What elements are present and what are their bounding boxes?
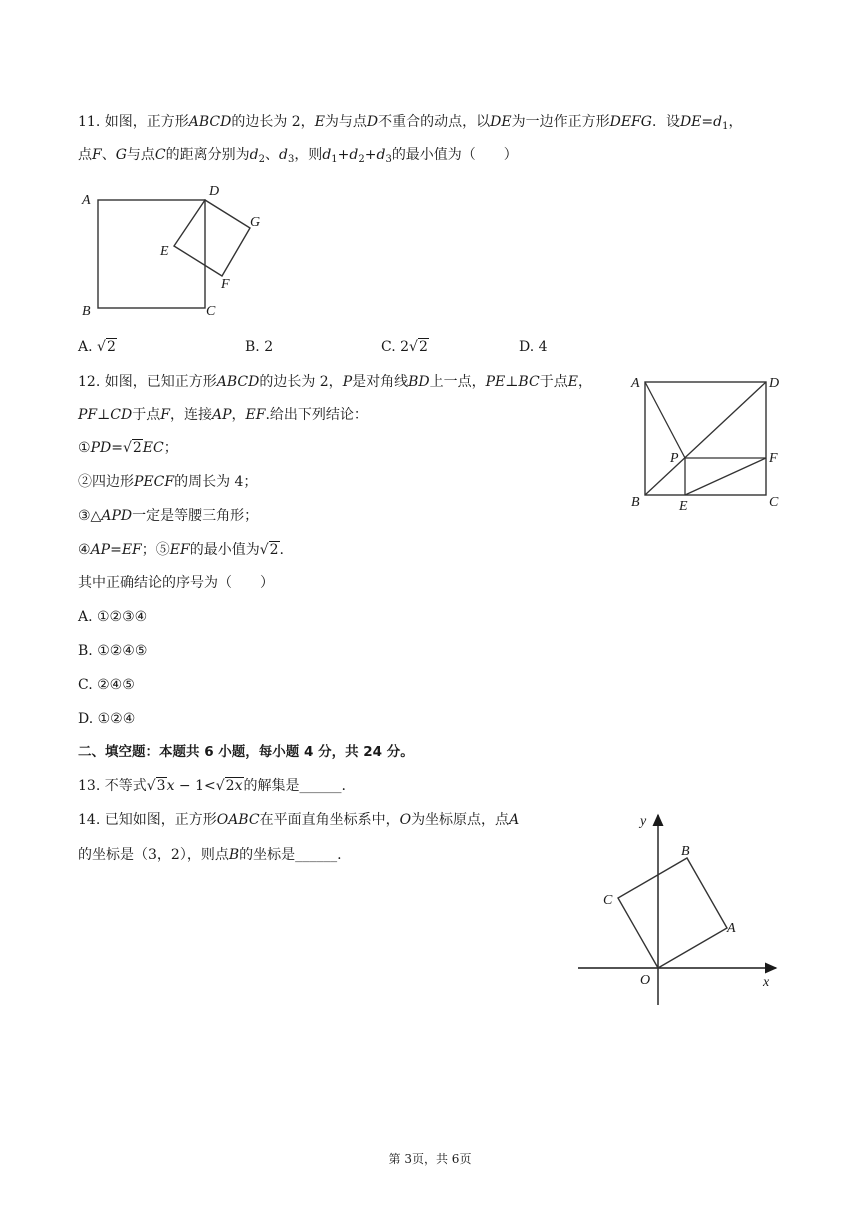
q11-figure — [78, 180, 278, 325]
q12-line1: 12. 如图，已知正方形ABCD的边长为 2，P是对角线BD上一点，PE⊥BC于点E， — [78, 374, 592, 390]
q14-label-o: O — [640, 973, 651, 988]
q11-label-a: A — [82, 193, 91, 208]
q12-statement-3: ③△APD一定是等腰三角形； — [78, 508, 259, 524]
q12-label-e: E — [679, 499, 688, 514]
q12-option-d: D. ①②④ — [78, 711, 136, 727]
sqrt-symbol: √2 — [409, 339, 428, 355]
q11-option-a: A. √2 — [78, 339, 116, 355]
sqrt-symbol: √3 — [146, 778, 166, 794]
q14-line1: 14. 已知如图，正方形OABC在平面直角坐标系中，O为坐标原点，点A — [78, 812, 520, 828]
page-footer: 第 3页，共 6页 — [388, 1152, 472, 1166]
q11-option-c: C. 2√2 — [381, 339, 428, 355]
q14-label-c: C — [603, 893, 613, 908]
section-2-heading: 二、填空题：本题共 6 小题，每小题 4 分，共 24 分。 — [78, 744, 414, 760]
q12-statement-2: ②四边形PECF的周长为 4； — [78, 474, 258, 490]
q14-label-y: y — [640, 814, 647, 829]
q12-ask: 其中正确结论的序号为（ ） — [78, 575, 274, 591]
q14-line2: 的坐标是（3，2），则点B的坐标是______. — [78, 847, 342, 863]
q12-segment-ef — [685, 458, 766, 495]
sqrt-symbol: √2 — [97, 339, 116, 355]
q12-diagonal-bd — [645, 382, 766, 495]
q11-label-e: E — [160, 244, 169, 259]
q12-label-c: C — [769, 495, 779, 510]
q12-label-a: A — [631, 376, 640, 391]
q12-option-a: A. ①②③④ — [78, 609, 148, 625]
q14-label-b: B — [681, 844, 690, 859]
q12-figure — [625, 368, 790, 516]
q11-label-f: F — [221, 277, 230, 292]
q11-label-b: B — [82, 304, 91, 319]
sqrt-symbol: √2 — [122, 440, 142, 456]
q14-label-a: A — [727, 921, 736, 936]
sqrt-symbol: √2 — [259, 542, 279, 558]
q11-square-defg — [174, 200, 250, 276]
q11-line2: 点F、G与点C的距离分别为$d_2$、$d_3$，则$d_1+d_2+d_3$的最小值为（ ） — [78, 147, 518, 165]
q13-line: 13. 不等式√3x − 1<√2x的解集是______. — [78, 778, 346, 794]
q11-option-b: B. 2 — [245, 339, 274, 355]
q11-label-d: D — [209, 184, 220, 199]
q12-statement-4: ④AP=EF；⑤EF的最小值为√2. — [78, 542, 284, 558]
q12-label-f: F — [769, 451, 778, 466]
q12-label-p: P — [670, 451, 679, 466]
q12-segment-ap — [645, 382, 685, 458]
q12-option-b: B. ①②④⑤ — [78, 643, 148, 659]
q12-statement-1: ①PD=√2EC； — [78, 440, 178, 456]
q14-label-x: x — [763, 975, 770, 990]
q12-label-b: B — [631, 495, 640, 510]
q11-label-c: C — [206, 304, 216, 319]
q11-label-g: G — [250, 215, 261, 230]
q14-square-oabc — [618, 858, 727, 968]
q12-option-c: C. ②④⑤ — [78, 677, 135, 693]
q14-figure — [570, 805, 790, 1010]
q11-square-abcd — [98, 200, 205, 308]
q11-option-d: D. 4 — [519, 339, 548, 355]
q11-line1: 11. 如图，正方形ABCD的边长为 2，E为与点D不重合的动点，以DE为一边作正方形DEFG．设$DE=d_1$， — [78, 114, 743, 132]
q12-label-d: D — [769, 376, 780, 391]
q12-line2: PF⊥CD于点F，连接AP，EF.给出下列结论： — [78, 407, 368, 423]
sqrt-symbol: √2x — [215, 778, 243, 794]
